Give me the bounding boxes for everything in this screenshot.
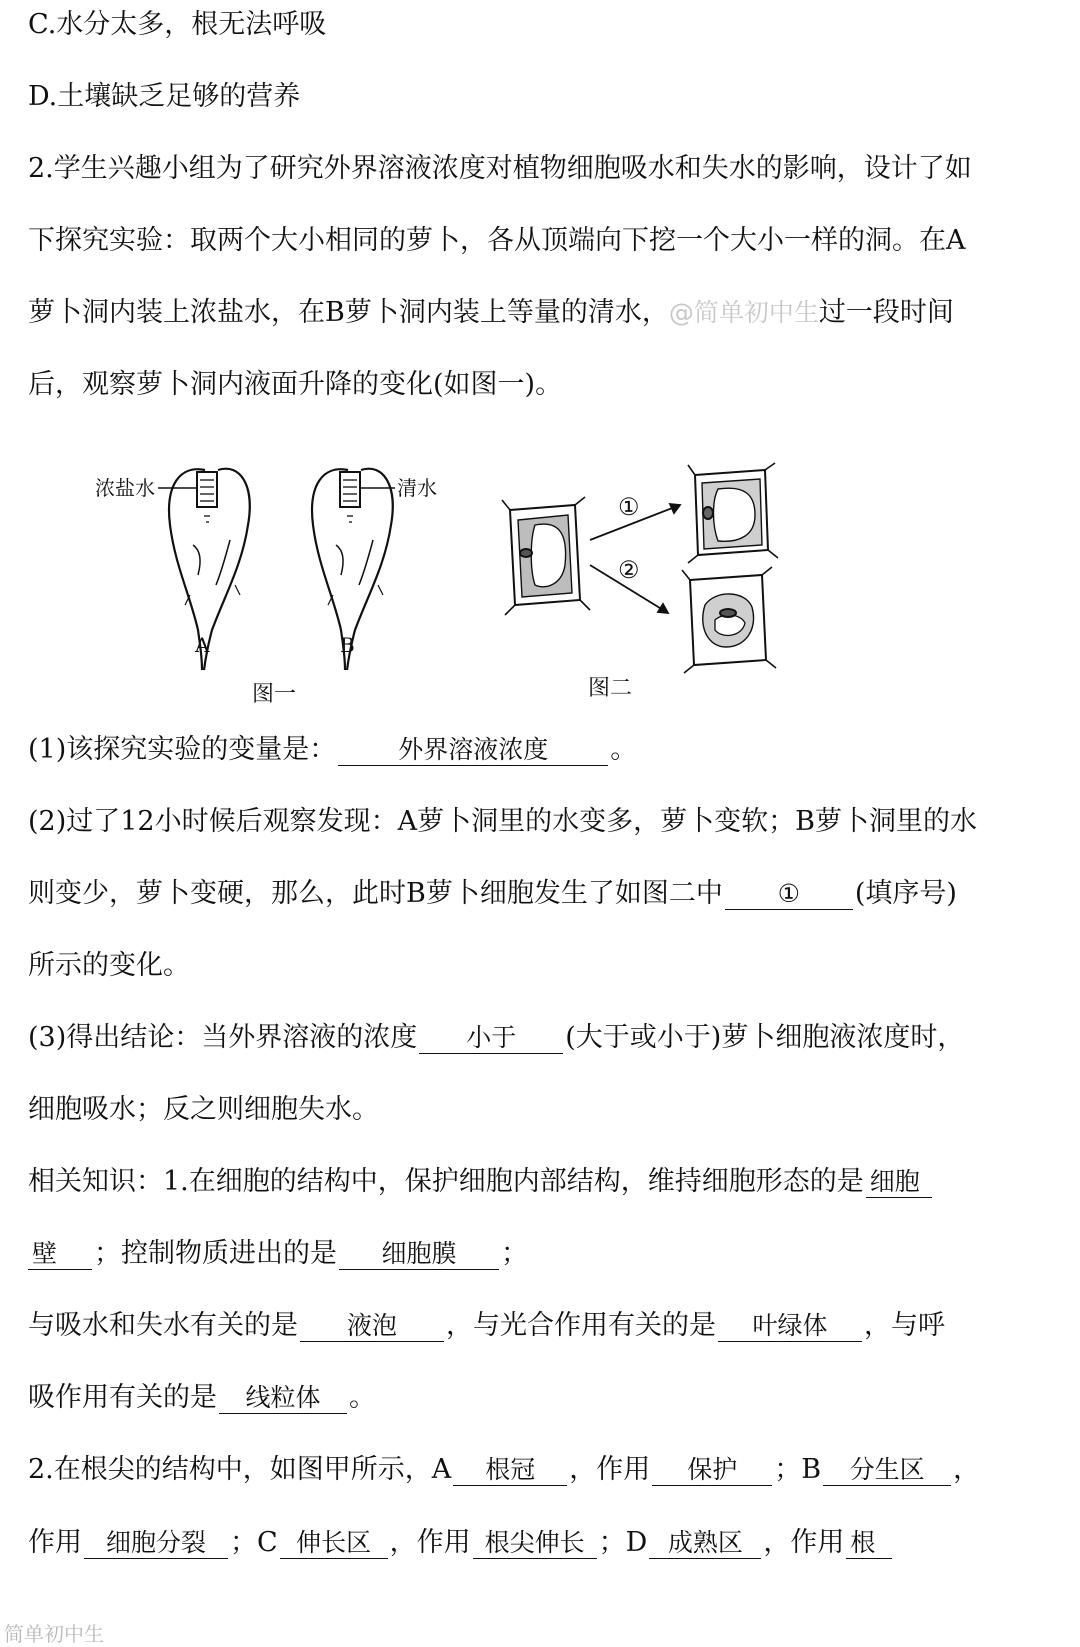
knowledge-2-line-1	[28, 1453, 1058, 1487]
knowledge-2-p9: ，作用	[763, 1527, 845, 1558]
question-2-line-3-text-a: 萝卜洞内装上浓盐水，在B萝卜洞内装上等量的清水，	[28, 297, 669, 328]
answer-cell-wall-part-2: 壁	[28, 1239, 92, 1270]
answer-root-elongation: 根尖伸长	[473, 1528, 597, 1559]
answer-cell-wall-part-1: 细胞	[866, 1167, 932, 1198]
arrow-2-label: ②	[618, 556, 640, 584]
answer-root-function: 根	[846, 1528, 892, 1559]
knowledge-2-p8: ；D	[598, 1527, 648, 1558]
label-clear-water: 清水	[397, 476, 437, 500]
knowledge-1-line-3	[28, 1309, 1058, 1343]
sub-question-2-prefix: 则变少，萝卜变硬，那么，此时B萝卜细胞发生了如图二中	[28, 878, 723, 909]
answer-chloroplast: 叶绿体	[718, 1311, 862, 1342]
cell-swollen-drawing	[688, 463, 778, 563]
sub-question-3-prefix: (3)得出结论：当外界溶液的浓度	[28, 1022, 418, 1053]
sub-question-2-line-2	[28, 877, 1058, 911]
answer-concentration: 小于	[419, 1023, 563, 1054]
question-2-line-3	[28, 296, 1058, 330]
sub-question-1-prefix: (1)该探究实验的变量是：	[28, 734, 337, 765]
watermark-text: @简单初中生	[668, 298, 819, 327]
knowledge-1-line-4-prefix: 吸作用有关的是	[28, 1382, 217, 1413]
figure-drawing	[90, 455, 820, 720]
sub-question-2-suffix: (填序号)	[854, 878, 957, 909]
answer-elongation-zone: 伸长区	[280, 1528, 388, 1559]
sub-question-3-suffix: (大于或小于)萝卜细胞液浓度时，	[565, 1022, 965, 1053]
answer-mitochondria: 线粒体	[219, 1383, 347, 1414]
sub-question-3-line-1	[28, 1021, 1058, 1055]
knowledge-2-p4: ，	[953, 1454, 981, 1485]
answer-maturation-zone: 成熟区	[649, 1528, 761, 1559]
label-radish-a: A	[195, 633, 210, 657]
knowledge-1-end: ；	[501, 1238, 528, 1269]
answer-protect: 保护	[652, 1455, 772, 1486]
question-2-line-1: 2.学生兴趣小组为了研究外界溶液浓度对植物细胞吸水和失水的影响，设计了如	[28, 153, 972, 184]
cell-original-drawing	[502, 497, 590, 615]
answer-meristem: 分生区	[823, 1455, 951, 1486]
knowledge-2-p3: ；B	[774, 1454, 822, 1485]
question-2-line-2: 下探究实验：取两个大小相同的萝卜，各从顶端向下挖一个大小一样的洞。在A	[28, 225, 966, 256]
option-d: D.土壤缺乏足够的营养	[28, 81, 301, 112]
knowledge-2-p6: ；C	[230, 1527, 278, 1558]
answer-figure-number: ①	[725, 879, 853, 910]
footer-logo: 简单初中生	[4, 1622, 104, 1646]
answer-root-cap: 根冠	[453, 1455, 567, 1486]
answer-vacuole: 液泡	[300, 1311, 444, 1342]
figure-1-caption: 图一	[252, 682, 297, 707]
knowledge-2-p1: 2.在根尖的结构中，如图甲所示，A	[28, 1454, 452, 1485]
knowledge-1-line-3-prefix: 与吸水和失水有关的是	[28, 1310, 298, 1341]
answer-cell-membrane: 细胞膜	[339, 1239, 499, 1270]
answer-cell-division: 细胞分裂	[84, 1528, 228, 1559]
experiment-figure	[90, 455, 820, 720]
sub-question-1-suffix: 。	[610, 734, 638, 765]
knowledge-1-line-4-end: 。	[349, 1382, 376, 1413]
arrow-1-label: ①	[618, 493, 640, 521]
sub-question-2-line-1: (2)过了12小时候后观察发现：A萝卜洞里的水变多，萝卜变软；B萝卜洞里的水	[28, 806, 977, 837]
cell-shrunk-drawing	[682, 567, 776, 673]
knowledge-2-p7: ，作用	[389, 1527, 471, 1558]
knowledge-1-line-3-end: ，与呼	[864, 1310, 945, 1341]
sub-question-2-line-3: 所示的变化。	[28, 950, 190, 981]
figure-2-caption: 图二	[588, 676, 633, 701]
label-radish-b: B	[340, 633, 355, 657]
knowledge-2-p2: ，作用	[569, 1454, 651, 1485]
sub-question-1	[28, 733, 1058, 767]
knowledge-1-line-2	[28, 1237, 1058, 1271]
knowledge-1-line-1	[28, 1165, 1058, 1199]
knowledge-1-mid: ；控制物质进出的是	[94, 1238, 337, 1269]
option-c: C.水分太多，根无法呼吸	[28, 9, 327, 40]
knowledge-1-prefix: 相关知识：1.在细胞的结构中，保护细胞内部结构，维持细胞形态的是	[28, 1166, 864, 1197]
sub-question-3-line-2: 细胞吸水；反之则细胞失水。	[28, 1094, 379, 1125]
answer-variable: 外界溶液浓度	[338, 735, 608, 766]
knowledge-1-line-3-mid: ，与光合作用有关的是	[446, 1310, 716, 1341]
knowledge-2-line-2	[28, 1526, 1058, 1560]
knowledge-2-p5: 作用	[28, 1527, 82, 1558]
question-2-line-3-text-b: 过一段时间	[818, 297, 954, 328]
question-2-line-4: 后，观察萝卜洞内液面升降的变化(如图一)。	[28, 369, 563, 400]
label-salt-water: 浓盐水	[95, 476, 155, 500]
knowledge-1-line-4	[28, 1381, 1058, 1415]
